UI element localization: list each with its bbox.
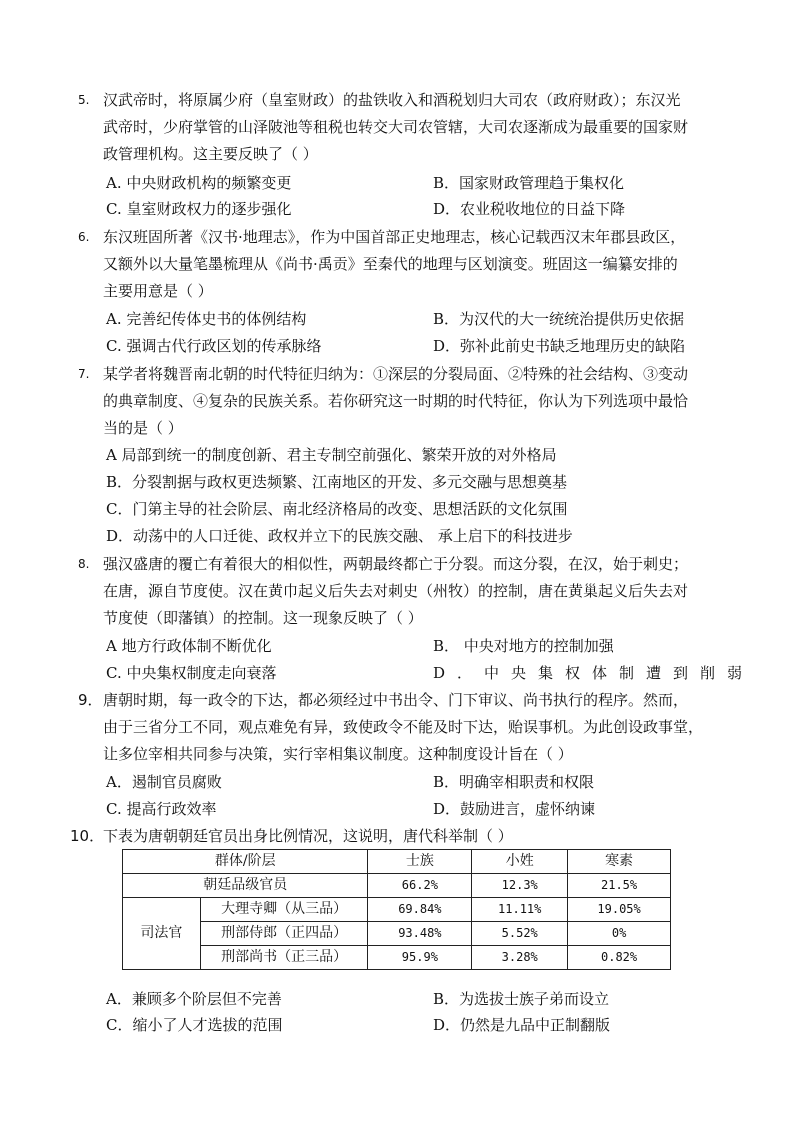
question-text-line: 武帝时，少府掌管的山泽陂池等租税也转交大司农管辖，大司农逐渐成为最重要的国家财 (103, 118, 689, 136)
table-row-label: 刑部尚书（正三品） (200, 946, 368, 970)
table-cell: 12.3% (472, 874, 568, 898)
option-d[interactable]: D．农业税收地位的日益下降 (433, 200, 626, 218)
option-b[interactable]: B．明确宰相职责和权限 (433, 773, 595, 791)
question-text-line: 东汉班固所著《汉书·地理志》，作为中国首部正史地理志，核心记载西汉末年郡县政区， (103, 228, 686, 246)
question-text-line: 在唐，源自节度使。汉在黄巾起义后失去对刺史（州牧）的控制，唐在黄巢起义后失去对 (103, 582, 689, 600)
question-number: 10． (70, 827, 105, 845)
table-header-cell: 群体/阶层 (123, 850, 368, 874)
table-cell: 93.48% (368, 922, 472, 946)
table-cell: 66.2% (368, 874, 472, 898)
question-text-line: 的典章制度、④复杂的民族关系。若你研究这一时期的时代特征，你认为下列选项中最恰 (103, 392, 689, 410)
option-c[interactable]: C. 皇室财政权力的逐步强化 (106, 200, 292, 218)
question-text-line: 又额外以大量笔墨梳理从《尚书·禹贡》至秦代的地理与区划演变。班固这一编纂安排的 (103, 255, 678, 273)
table-row (123, 946, 671, 970)
question-text-line: 让多位宰相共同参与决策，实行宰相集议制度。这种制度设计旨在（ ） (103, 745, 573, 763)
option-c[interactable]: C．缩小了人才选拔的范围 (106, 1016, 283, 1034)
question-text-line: 政管理机构。这主要反映了（ ） (103, 145, 318, 163)
question-number: 5. (78, 93, 90, 107)
option-d[interactable]: D．中央集权体制遭到削弱 (433, 664, 755, 682)
option-a[interactable]: A 地方行政体制不断优化 (106, 637, 272, 655)
question-text-line: 当的是（ ） (103, 419, 183, 437)
option-d[interactable]: D．鼓励进言，虚怀纳谏 (433, 800, 596, 818)
question-number: 8. (78, 557, 90, 571)
option-a[interactable]: A. 中央财政机构的频繁变更 (106, 174, 292, 192)
table-row (123, 874, 671, 898)
table-header-cell: 士族 (368, 850, 472, 874)
table-group-label: 司法官 (123, 898, 201, 970)
table-cell: 19.05% (568, 898, 671, 922)
option-a[interactable]: A．兼顾多个阶层但不完善 (106, 990, 282, 1008)
table-cell: 69.84% (368, 898, 472, 922)
question-text-line: 汉武帝时，将原属少府（皇室财政）的盐铁收入和酒税划归大司农（政府财政）；东汉光 (103, 91, 681, 109)
table-header-row (123, 850, 671, 874)
question-text-line: 唐朝时期，每一政令的下达，都必须经过中书出令、门下审议、尚书执行的程序。然而， (103, 691, 689, 709)
question-number: 6. (78, 230, 90, 244)
table-row-label: 朝廷品级官员 (123, 874, 368, 898)
table-header-cell: 小姓 (472, 850, 568, 874)
table-row-label: 大理寺卿（从三品） (200, 898, 368, 922)
table-cell: 3.28% (472, 946, 568, 970)
official-origin-table (122, 849, 671, 970)
question-text-line: 下表为唐朝朝廷官员出身比例情况，这说明，唐代科举制（ ） (103, 827, 513, 845)
option-a[interactable]: A．遏制官员腐败 (106, 773, 222, 791)
question-text-line: 节度使（即藩镇）的控制。这一现象反映了（ ） (103, 609, 423, 627)
option-d[interactable]: D．动荡中的人口迁徙、政权并立下的民族交融、 承上启下的科技进步 (106, 527, 573, 545)
option-d[interactable]: D．弥补此前史书缺乏地理历史的缺陷 (433, 337, 686, 355)
table-cell: 5.52% (472, 922, 568, 946)
table-row-label: 刑部侍郎（正四品） (200, 922, 368, 946)
option-c[interactable]: C. 提高行政效率 (106, 800, 217, 818)
table-header-cell: 寒素 (568, 850, 671, 874)
question-number: 7. (78, 367, 90, 381)
option-b[interactable]: B．为汉代的大一统统治提供历史依据 (433, 310, 685, 328)
option-c[interactable]: C. 中央集权制度走向衰落 (106, 664, 277, 682)
table-cell: 0.82% (568, 946, 671, 970)
option-b[interactable]: B． 中央对地方的控制加强 (433, 637, 614, 655)
option-a[interactable]: A 局部到统一的制度创新、君主专制空前强化、繁荣开放的对外格局 (106, 446, 557, 464)
option-b[interactable]: B．分裂割据与政权更迭频繁、江南地区的开发、多元交融与思想奠基 (106, 473, 568, 491)
option-c[interactable]: C．门第主导的社会阶层、南北经济格局的改变、思想活跃的文化氛围 (106, 500, 568, 518)
table-cell: 11.11% (472, 898, 568, 922)
question-text-line: 强汉盛唐的覆亡有着很大的相似性，两朝最终都亡于分裂。而这分裂，在汉，始于刺史； (103, 555, 689, 573)
option-a[interactable]: A. 完善纪传体史书的体例结构 (106, 310, 307, 328)
option-d[interactable]: D．仍然是九品中正制翻版 (433, 1016, 611, 1034)
table-row (123, 898, 671, 922)
option-b[interactable]: B．国家财政管理趋于集权化 (433, 174, 625, 192)
table-cell: 21.5% (568, 874, 671, 898)
option-c[interactable]: C. 强调古代行政区划的传承脉络 (106, 337, 322, 355)
question-text-line: 由于三省分工不同，观点难免有异，致使政令不能及时下达，贻误事机。为此创设政事堂， (103, 718, 704, 736)
table-cell: 0% (568, 922, 671, 946)
table-cell: 95.9% (368, 946, 472, 970)
question-number: 9． (78, 691, 103, 709)
question-text-line: 某学者将魏晋南北朝的时代特征归纳为：①深层的分裂局面、②特殊的社会结构、③变动 (103, 365, 689, 383)
question-text-line: 主要用意是（ ） (103, 282, 213, 300)
table-row (123, 922, 671, 946)
option-b[interactable]: B．为选拔士族子弟而设立 (433, 990, 610, 1008)
